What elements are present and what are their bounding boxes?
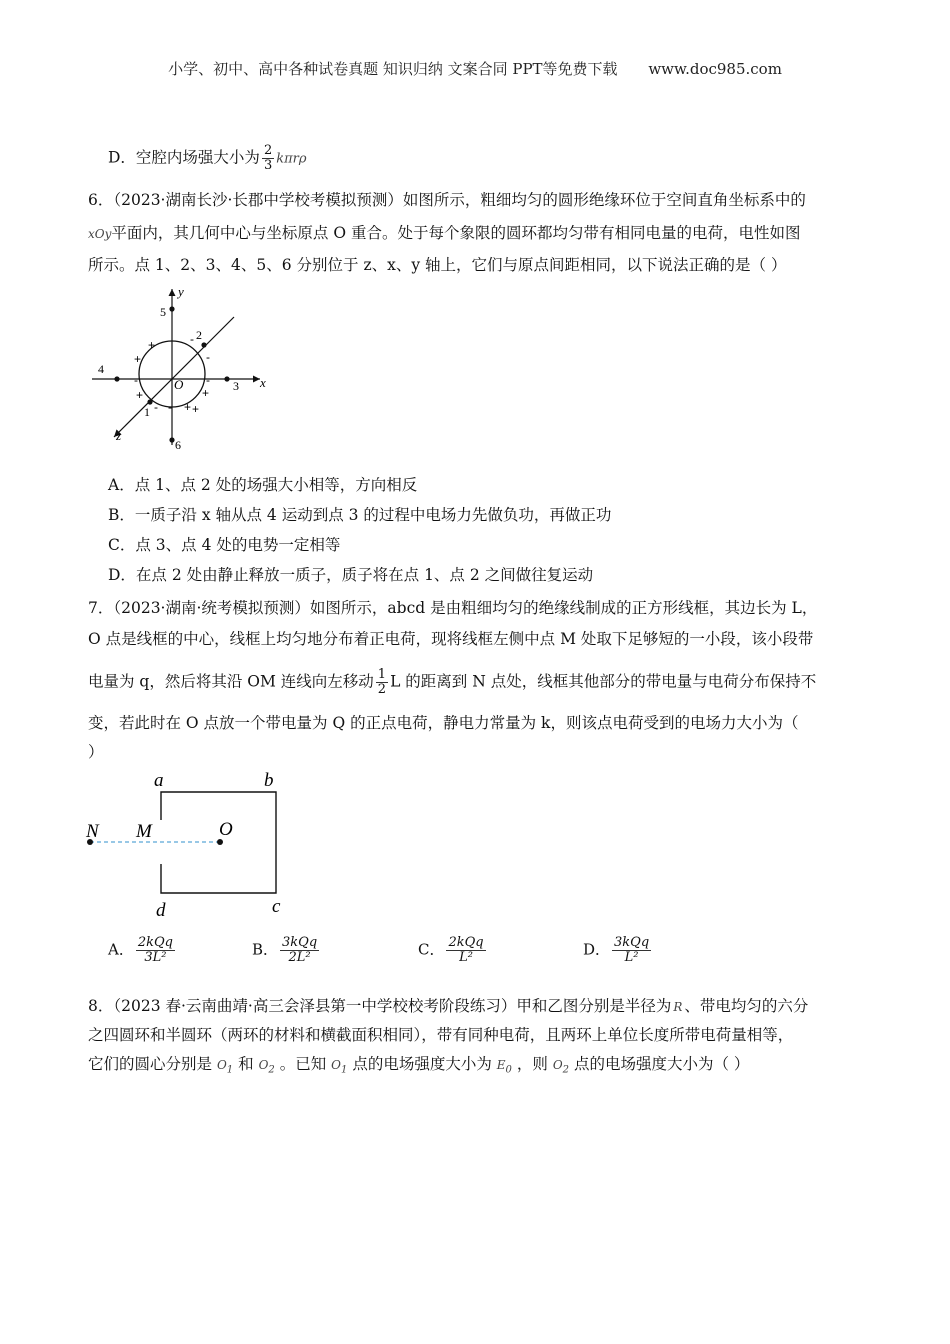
point-5 [169, 306, 174, 311]
q7-option-d[interactable]: D． $\frac{\text{3kQq}}{\text{L²}}$ [583, 935, 650, 965]
label-a: a [154, 770, 164, 791]
q6-option-c[interactable]: C．点 3、点 4 处的电势一定相等 [108, 536, 341, 554]
label-point-5: 5 [160, 305, 166, 319]
page-header [0, 58, 950, 79]
label-origin: O [174, 377, 184, 392]
label-point-4: 4 [98, 362, 104, 376]
q6-option-d[interactable]: D．在点 2 处由静止释放一质子，质子将在点 1、点 2 之间做往复运动 [108, 566, 594, 584]
svg-text:-: - [154, 400, 158, 414]
symbol-o1-again: $O_1$ [331, 1058, 348, 1076]
svg-text:+: + [184, 400, 192, 414]
q5-option-d: D．空腔内场强大小为 $\frac{2}{3}$ kπrρ [108, 143, 307, 173]
svg-text:+: + [192, 402, 200, 416]
point-2 [201, 342, 206, 347]
q7-line1: 7．（2023·湖南·统考模拟预测）如图所示，abcd 是由粗细均匀的绝缘线制成的正方形线框，其边长为 L， [88, 599, 818, 617]
q6-coordinate-figure [88, 283, 278, 453]
q8-line3: 它们的圆心分别是 $O_1$ 和 $O_2$ 。已知 $O_1$ 点的电场强度大小为 $E_0$ ，则 $O_2$ 点的电场强度大小为（ ） [88, 1055, 750, 1076]
q7-option-a[interactable]: A． $\frac{\text{2kQq}}{\text{3L²}}$ [108, 935, 173, 965]
point-4 [114, 376, 119, 381]
label-point-3: 3 [233, 379, 239, 393]
label-O: O [219, 819, 233, 840]
label-x: x [260, 375, 266, 390]
q6-line1: 6．（2023·湖南长沙·长郡中学校考模拟预测）如图所示，粗细均匀的圆形绝缘环位于空间直角坐标系中的 [88, 191, 806, 209]
svg-text:-: - [206, 350, 210, 364]
q8-line2: 之四圆环和半圆环（两环的材料和横截面积相同），带有同种电荷，且两环上单位长度所带电荷量相等， [88, 1026, 794, 1044]
svg-text:-: - [168, 400, 172, 414]
q7-fraction: $\frac{1}{2}$ [377, 667, 387, 697]
symbol-o2-again: $O_2$ [552, 1058, 570, 1076]
point-6 [169, 437, 174, 442]
svg-text:+: + [136, 388, 144, 402]
q6-option-b[interactable]: B．一质子沿 x 轴从点 4 运动到点 3 的过程中电场力先做负功，再做正功 [108, 506, 612, 524]
header-text: 小学、初中、高中各种试卷真题 知识归纳 文案合同 PPT等免费下载 [168, 60, 618, 78]
q6-line2: xOy平面内，其几何中心与坐标原点 O 重合。处于每个象限的圆环都均匀带有相同电量的电荷，电性如图 [88, 224, 801, 242]
q6-line3: 所示。点 1、2、3、4、5、6 分别位于 z、x、y 轴上，它们与原点间距相同，以下说法正确的是（ ） [88, 256, 787, 274]
header-url[interactable]: www.doc985.com [648, 60, 782, 78]
label-c: c [272, 896, 281, 917]
label-point-1: 1 [144, 405, 150, 419]
svg-text:+: + [134, 352, 142, 366]
q7-option-b[interactable]: B． $\frac{\text{3kQq}}{\text{2L²}}$ [252, 935, 318, 965]
q8-line1: 8．（2023 春·云南曲靖·高三会泽县第一中学校校考阶段练习）甲和乙图分别是半径为 R 、带电均匀的六分 [88, 997, 809, 1015]
q7-line3: 电量为 q，然后将其沿 OM 连线向左移动 $\frac{1}{2}$ L 的距离到 N 点处，线框其他部分的带电量与电荷分布保持不 [88, 667, 817, 697]
svg-text:+: + [202, 386, 210, 400]
svg-text:-: - [206, 373, 210, 387]
label-z: z [116, 428, 122, 443]
q7-square-frame-figure [84, 768, 304, 920]
point-3 [224, 376, 229, 381]
q7-line5: ） [88, 743, 104, 761]
symbol-o1: $O_1$ [216, 1058, 234, 1076]
label-b: b [264, 770, 274, 791]
label-y: y [178, 284, 184, 299]
q7-line4: 变，若此时在 O 点放一个带电量为 Q 的正点电荷，静电力常量为 k，则该点电荷受到的电场力大小为（ [88, 714, 799, 732]
label-point-2: 2 [196, 328, 202, 342]
q6-option-a[interactable]: A．点 1、点 2 处的场强大小相等，方向相反 [108, 476, 418, 494]
label-d: d [156, 900, 166, 920]
point-1 [147, 399, 152, 404]
label-M: M [136, 821, 152, 842]
symbol-e0: $E_0$ [496, 1058, 512, 1076]
q5-fraction: $\frac{2}{3}$ [263, 143, 273, 173]
q7-line2: O 点是线框的中心，线框上均匀地分布着正电荷，现将线框左侧中点 M 处取下足够短的一小段，该小段带 [88, 630, 814, 648]
symbol-o2: $O_2$ [258, 1058, 275, 1076]
svg-text:-: - [190, 332, 194, 346]
q7-option-c[interactable]: C． $\frac{\text{2kQq}}{\text{L²}}$ [418, 935, 484, 965]
svg-text:-: - [134, 373, 138, 387]
label-N: N [86, 821, 99, 842]
svg-text:+: + [148, 338, 156, 352]
label-point-6: 6 [175, 438, 181, 452]
